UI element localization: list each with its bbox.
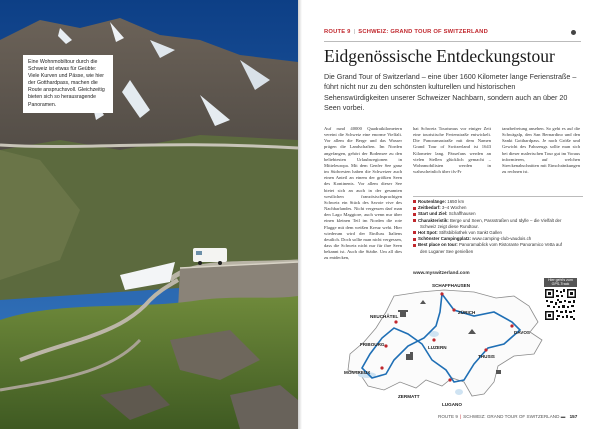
route-label: ROUTE 9 [324, 29, 351, 35]
body-column-1: Auf rund 40000 Quadratkilometern vereint die Schweiz eine enorme Vielfalt. Vor allem die Berge und das Wasser prägen die Landschaften. Im Norden angefangen, gehört der Bodensee zu den beliebtesten Urlaubsregionen in Mitteleuropa. Mit dem Genfer See ganz im Südwesten haben die Schweizer auch einen Anteil an einem der größten Seen des Kontinents. Vor allem dieser See bietet sich an auch in der gesamten westlichen französischsprachigen Schweiz ein Stück des Savoie vive des Nachbarlandes. Nicht vergessen darf man den Lago Maggiore, auch wenn nur über einen kleinen Teil im Norden die rote Flagge mit dem weißen Kreuz weht. Hier wiederum wird der Einfluss Italiens deutlich. Doch sollte man nicht vergessen, dass die Schweiz nicht nur für ihre Seen bekannt ist. Auch die Städte. Um all dies zu entdecken, [324, 126, 402, 261]
info-row-character-cont: Schweiz zeigt diese Rundtour. [420, 223, 479, 229]
city-fribourg: FRIBOURG [360, 342, 385, 347]
bullet-icon [413, 244, 416, 247]
bullet-icon [413, 207, 416, 210]
info-row-best-place-cont: den Luganer See genießen [420, 248, 474, 254]
article-page [302, 0, 600, 429]
info-box-rule [413, 196, 583, 197]
bullet-icon [413, 213, 416, 216]
camper-icon: ▬ [559, 414, 567, 419]
header-dot-icon [571, 30, 576, 35]
city-zurich: ZÜRICH [458, 310, 476, 315]
footer-section: SCHWEIZ: GRAND TOUR OF SWITZERLAND [463, 414, 560, 419]
city-zermatt: ZERMATT [398, 394, 420, 399]
alpine-pass-photo [0, 0, 298, 429]
header-separator: | [353, 29, 356, 35]
city-luzern: LUZERN [428, 345, 447, 350]
footer-route: ROUTE 9 [438, 414, 458, 419]
switzerland-map [324, 282, 582, 412]
article-title: Eidgenössische Entdeckungstour [324, 46, 555, 66]
running-header [324, 29, 488, 35]
info-row-camping: Schönster Campingplatz: www.camping-club-vaudois.ch [413, 236, 585, 242]
website-link[interactable]: www.myswitzerland.com [413, 271, 470, 276]
qr-label: Hier geht's zum GPS-Track [544, 278, 577, 287]
header-rule [324, 41, 581, 42]
info-row-length: Routenlänge: 1650 km [413, 199, 585, 205]
city-thusis: THUSIS [478, 354, 495, 359]
photo-caption: Eine Wohnmobiltour durch die Schweiz ist etwas für Geübte: Viele Kurven und Pässe, wie hier der Gotthardpass, machen die Route anspruchsvoll. Gleichzeitig bieten sich so herausragende Panoramen. [23, 55, 113, 113]
city-schaffhausen: SCHAFFHAUSEN [432, 283, 471, 288]
route-map [324, 282, 582, 412]
city-lugano: LUGANO [442, 402, 462, 407]
info-row-time: Zeitbedarf: 3–4 Wochen [413, 205, 585, 211]
info-row-character: Charakteristik: Berge und Seen, Passstraßen und Idylle – die Vielfalt der [413, 218, 585, 224]
city-montreux: MONTREUX [344, 370, 371, 375]
info-row-best-place: Best place on tour: Panoramablick vom Ristorante Panoramico Vetta auf [413, 242, 585, 248]
bullet-icon [413, 231, 416, 234]
city-davos: DAVOS [514, 330, 530, 335]
footer-separator: | [459, 414, 462, 419]
bullet-icon [413, 200, 416, 203]
section-label: SCHWEIZ: GRAND TOUR OF SWITZERLAND [358, 29, 488, 35]
route-info-box [413, 199, 585, 255]
info-row-hotspot: Hot Spot: Stiftsbibliothek von Sankt Gallen [413, 230, 585, 236]
body-column-2: hat Schweiz Tourismus vor einiger Zeit eine touristische Ferienstraße entwickelt. Die Panoramastraße mit dem Namen Grand Tour of Switzerland ist 1643 Kilometer lang. Pässefans werden an vielen Stellen glücklich gemacht – Wohnmobilisten werden in wahrscheinlich über ifs-Fr [413, 126, 491, 175]
bullet-icon [413, 238, 416, 241]
body-column-3: tanzbefreiung ansehen. So geht es auf die Schwägalp, den San Bernardino und den Sankt Gotthardpass. Je nach Größe und Gewicht des Fahrzeugs sollte man sich bei dieser malerischen Tour gut im Voraus informieren, auf welchen Streckenabschnitten mit Einschränkungen zu rechnen ist. [502, 126, 580, 175]
page-footer [438, 414, 577, 419]
article-lead: Die Grand Tour of Switzerland – eine über 1600 Kilometer lange Ferienstraße – führt nicht nur zu den schönsten kulturellen und historischen Sehenswürdigkeiten unserer Schweizer Nachbarn, sondern auch an über 20 Seen vorbei. [324, 72, 577, 113]
page-number: 157 [569, 414, 578, 419]
city-neuchatel: NEUCHÂTEL [370, 314, 399, 319]
bullet-icon [413, 219, 416, 222]
info-row-start: Start und Ziel: Schaffhausen [413, 211, 585, 217]
